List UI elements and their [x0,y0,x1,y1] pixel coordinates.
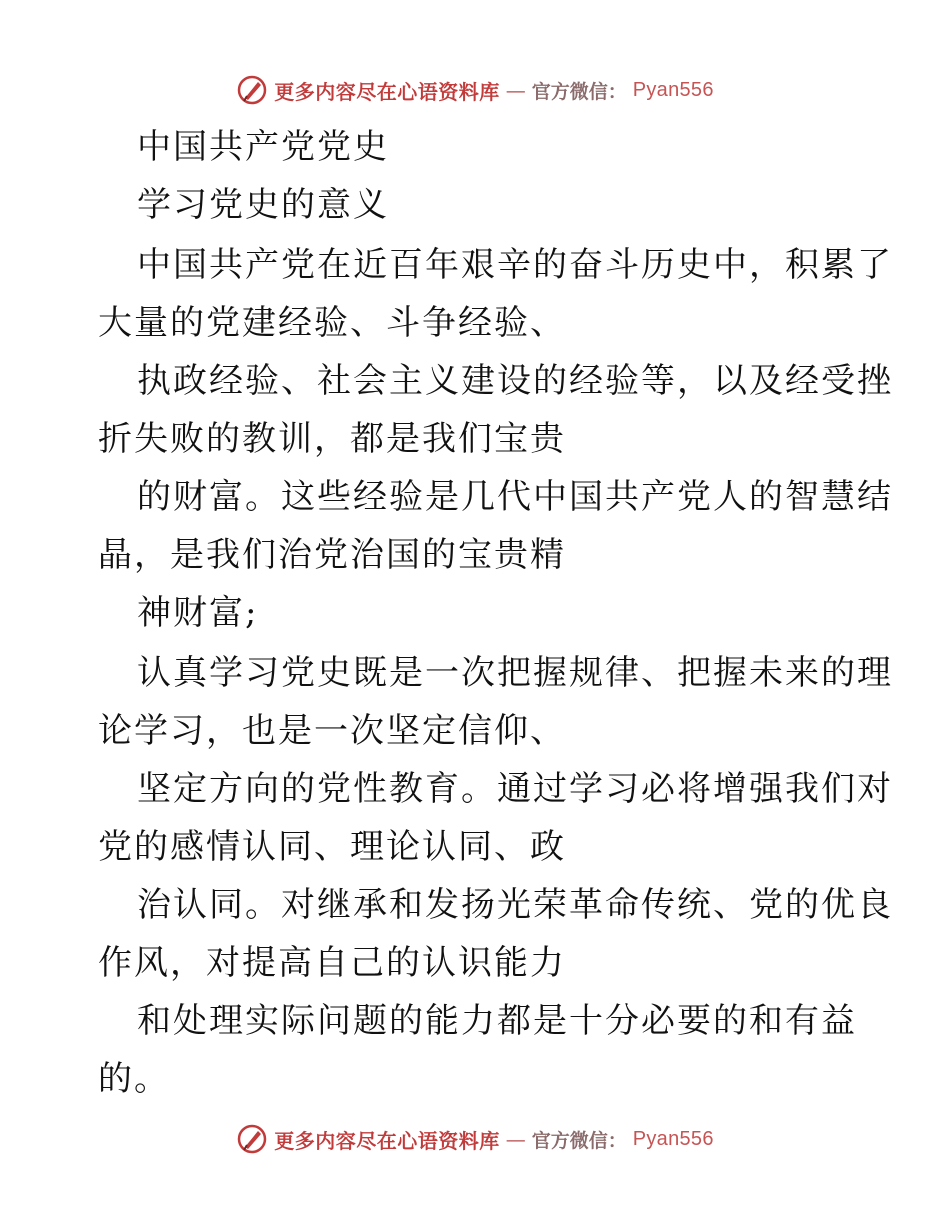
section-heading: 学习党史的意义 [137,185,389,225]
banner-content [236,74,714,106]
banner-dash: — [505,1127,526,1151]
banner-wechat-label: 官方微信： [531,80,627,103]
paragraph-line: 神财富; [137,593,259,633]
paragraph-line: 认真学习党史既是一次把握规律、把握未来的理 [137,653,893,693]
doc-title: 中国共产党党史 [137,127,389,167]
paragraph-line: 执政经验、社会主义建设的经验等，以及经受挫 [137,361,893,401]
paragraph-line: 治认同。对继承和发扬光荣革命传统、党的优良 [137,885,893,925]
paragraph-line: 和处理实际问题的能力都是十分必要的和有益 [137,1001,857,1041]
header-banner [0,72,950,108]
quill-logo-icon [236,1123,268,1155]
banner-wechat-id: Pyan556 [632,78,714,101]
quill-logo-icon [236,74,268,106]
banner-site-text: 更多内容尽在心语资料库 [274,79,500,104]
paragraph-line: 的财富。这些经验是几代中国共产党人的智慧结 [137,477,893,517]
footer-banner [0,1121,950,1157]
paragraph-line: 大量的党建经验、斗争经验、 [98,303,566,343]
paragraph-line: 的。 [98,1059,170,1099]
paragraph-line: 作风，对提高自己的认识能力 [98,943,566,983]
banner-site-text: 更多内容尽在心语资料库 [274,1128,500,1153]
paragraph-line: 党的感情认同、理论认同、政 [98,827,566,867]
banner-dash: — [505,78,526,102]
banner-wechat-label: 官方微信： [531,1129,627,1152]
paragraph-line: 论学习，也是一次坚定信仰、 [98,711,566,751]
paragraph-line: 坚定方向的党性教育。通过学习必将增强我们对 [137,769,893,809]
banner-content [236,1123,714,1155]
paragraph-line: 折失败的教训，都是我们宝贵 [98,419,566,459]
banner-wechat-id: Pyan556 [632,1127,714,1150]
paragraph-line: 晶，是我们治党治国的宝贵精 [98,535,566,575]
paragraph-line: 中国共产党在近百年艰辛的奋斗历史中，积累了 [137,245,893,285]
